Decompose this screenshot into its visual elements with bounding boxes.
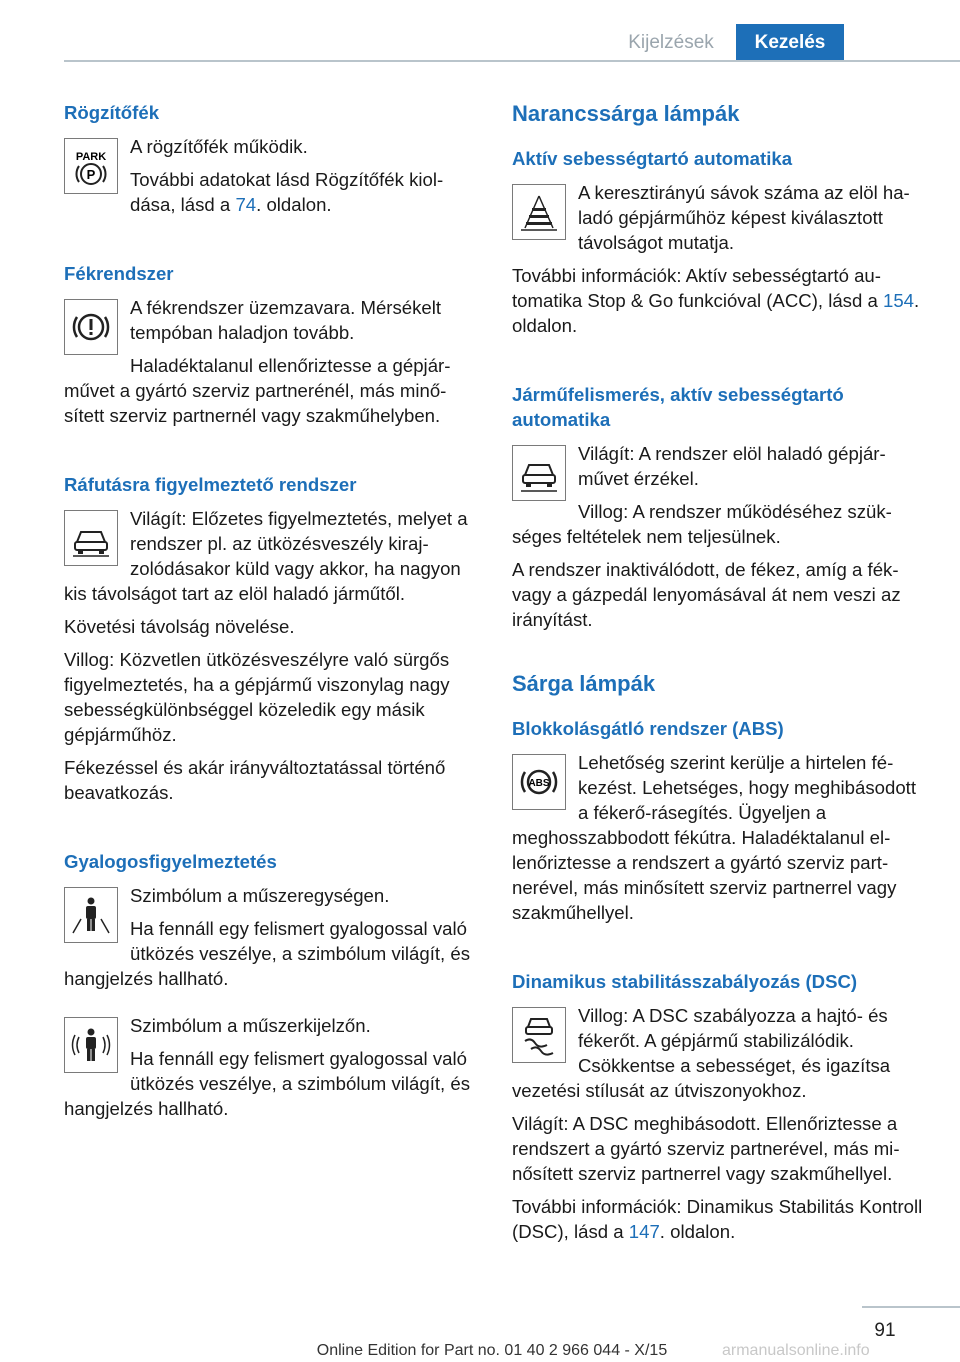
heading-sarga-lampak: Sárga lámpák: [512, 671, 656, 696]
paragraph: Villog: A DSC szabályozza a hajtó- és fékerőt. A gépjármű stabilizálódik. Csökkentse a sebességet, és igazítsa vezetési stílusát az útviszonyokhoz.: [512, 1005, 891, 1101]
collision-car-icon: [64, 510, 118, 566]
svg-text:ABS: ABS: [528, 778, 550, 789]
paragraph: További információk: Aktív sebességtartó automatika Stop & Go funkcióval (ACC), lásd a 154. oldalon.: [512, 265, 920, 336]
header-divider: [64, 60, 960, 62]
section-title-rafutas: Ráfutásra figyelmeztető rendszer: [64, 474, 357, 495]
section-title-fekrendszer: Fékrendszer: [64, 263, 174, 284]
watermark: armanualsonline.info: [722, 1342, 870, 1359]
paragraph: Haladéktalanul ellenőriztesse a gépjárművet a gyártó szerviz partnerénél, más minősített szerviz partnernél vagy szakműhelyben.: [64, 355, 451, 426]
pedestrian-display-icon: [64, 1017, 118, 1073]
park-brake-icon: [64, 138, 118, 194]
paragraph: Követési távolság növelése.: [64, 616, 295, 637]
paragraph: Szimbólum a műszerkijelzőn.: [130, 1015, 371, 1036]
brake-warning-icon: [64, 299, 118, 355]
page-link-154[interactable]: 154: [883, 290, 915, 311]
paragraph: Ha fennáll egy felismert gyalogossal való ütközés veszélye, a szimbólum világít, és hangjelzés hallható.: [64, 1048, 470, 1119]
paragraph: A rögzítőfék működik.: [130, 136, 308, 157]
paragraph: Világít: Előzetes figyelmeztetés, melyet a rendszer pl. az ütközésveszély kirajzolódásakor küld vagy akkor, ha nagyon kis távolságot tart az elöl haladó járműtől.: [64, 508, 468, 604]
section-title-gyalogos: Gyalogosfigyelmeztetés: [64, 851, 277, 872]
footer-divider: [862, 1306, 960, 1308]
edition-footer: Online Edition for Part no. 01 40 2 966 044 - X/15: [316, 1342, 668, 1359]
paragraph: Világít: A DSC meghibásodott. Ellenőriztesse a rendszert a gyártó szerviz partnerével, más minősített szerviz partnerrel vagy szakműhellyel.: [512, 1113, 900, 1184]
page-link-147[interactable]: 147: [628, 1221, 660, 1242]
vehicle-detected-icon: [512, 445, 566, 501]
page-header: [0, 0, 960, 62]
section-title-jarmufelismeres: Járműfelismerés, aktív sebességtartó automatika: [512, 384, 844, 430]
paragraph: Lehetőség szerint kerülje a hirtelen fékezést. Lehetséges, hogy meghibásodott a fékerő-rásegítés. Ügyeljen a meghosszabbodott fékútra. Haladéktalanul ellenőriztesse a rendszert a gyártó szerviz partnerével, más minősített szerviz partnerrel vagy szakműhellyel.: [512, 752, 917, 923]
svg-text:PARK: PARK: [75, 151, 107, 163]
lane-distance-icon: [512, 184, 566, 240]
pedestrian-icon: [64, 887, 118, 943]
paragraph: Szimbólum a műszeregységen.: [130, 885, 390, 906]
paragraph: További adatokat lásd Rögzítőfék kioldása, lásd a 74. oldalon.: [130, 169, 444, 215]
abs-icon: [512, 754, 566, 810]
paragraph: A keresztirányú sávok száma az elöl haladó gépjárműhöz képest kiválasztott távolságot mutatja.: [578, 182, 910, 253]
page-number: 91: [874, 1320, 896, 1341]
section-title-dsc: Dinamikus stabilitásszabályozás (DSC): [512, 971, 858, 992]
section-title-abs: Blokkolásgátló rendszer (ABS): [512, 718, 784, 739]
paragraph: Villog: Közvetlen ütközésveszélyre való sürgős figyelmeztetés, ha a gépjármű viszonylag nagy sebességkülönbséggel közeledik egy másik gépjárműhöz.: [64, 649, 450, 745]
tab-kezeles[interactable]: Kezelés: [736, 24, 844, 62]
right-column: [512, 100, 926, 1252]
heading-narancssarga-lampak: Narancssárga lámpák: [512, 101, 740, 126]
paragraph: A fékrendszer üzemzavara. Mérsékelt tempóban haladjon tovább.: [130, 297, 442, 343]
dsc-icon: [512, 1007, 566, 1063]
section-title-aktiv-sebessegtarto: Aktív sebességtartó automatika: [512, 148, 793, 169]
paragraph: Ha fennáll egy felismert gyalogossal való ütközés veszélye, a szimbólum világít, és hangjelzés hallható.: [64, 918, 470, 989]
left-column: [64, 100, 478, 1129]
section-title-rogzitofek: Rögzítőfék: [64, 102, 160, 123]
paragraph: A rendszer inaktiválódott, de fékez, amíg a fék- vagy a gázpedál lenyomásával át nem veszi az irányítást.: [512, 559, 901, 630]
paragraph: Villog: A rendszer működéséhez szükséges feltételek nem teljesülnek.: [512, 501, 892, 547]
page-link-74[interactable]: 74: [235, 194, 257, 215]
paragraph: Fékezéssel és akár irányváltoztatással történő beavatkozás.: [64, 757, 446, 803]
tab-kijelzesek[interactable]: Kijelzések: [628, 32, 714, 53]
svg-text:P: P: [86, 167, 96, 182]
paragraph: Világít: A rendszer elöl haladó gépjárművet érzékel.: [578, 443, 886, 489]
paragraph: További információk: Dinamikus Stabilitás Kontroll (DSC), lásd a 147. oldalon.: [512, 1196, 923, 1242]
